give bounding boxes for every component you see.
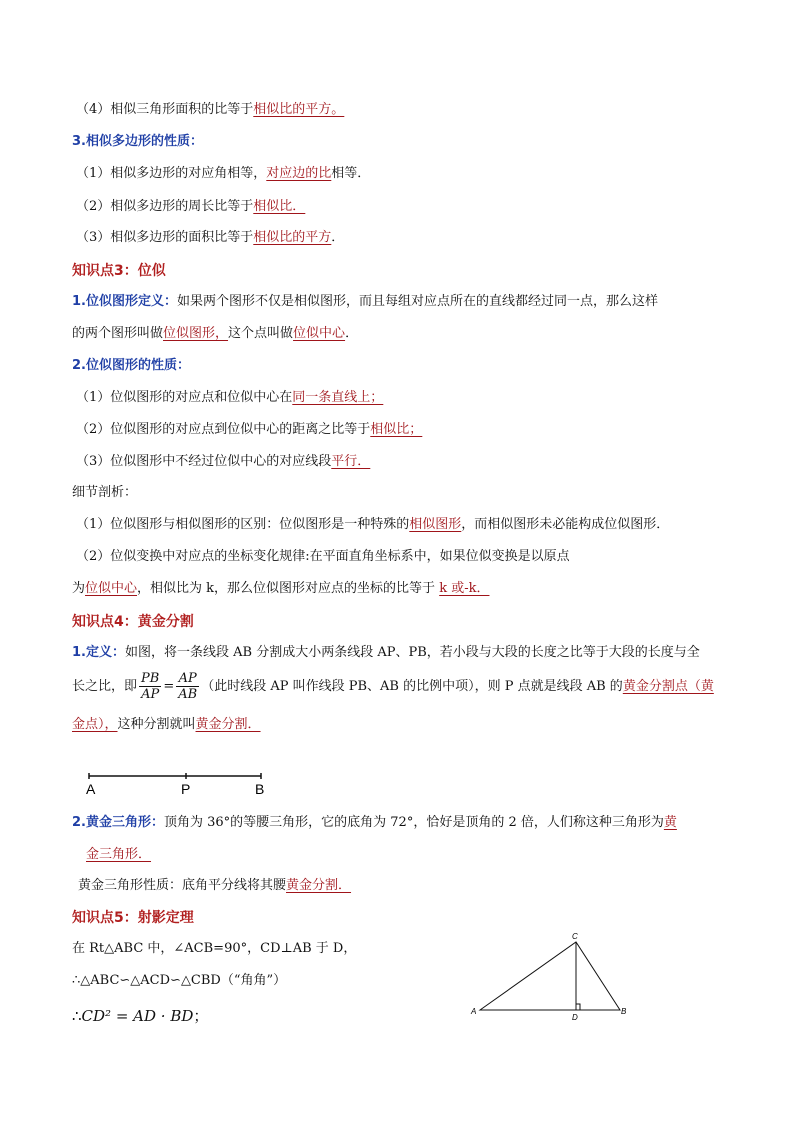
answer: 金三角形． (86, 847, 152, 862)
definition-label: 1.定义： (72, 645, 125, 660)
text: 这种分割就叫 (117, 717, 196, 732)
polygon-property-3 (76, 229, 344, 247)
text: 这个点叫做 (228, 326, 294, 341)
label-b: B (621, 1007, 627, 1016)
text: 的两个图形叫做 (72, 326, 164, 341)
homothety-definition-cont (72, 325, 358, 343)
text: 如果两个图形不仅是相似图形，而且每组对应点所在的直线都经过同一点，那么这样 (176, 294, 658, 309)
text: （2）相似多边形的周长比等于 (76, 199, 254, 214)
answer: 黄金分割点（黄 (622, 679, 714, 694)
text: 为 (72, 581, 86, 596)
answer: 位似图形， (163, 326, 229, 341)
answer: 黄金分割． (195, 717, 261, 732)
homothety-property-3 (76, 453, 370, 471)
golden-segment-diagram (82, 766, 272, 798)
right-triangle-diagram (466, 930, 636, 1024)
homothety-property-2 (76, 421, 422, 439)
fraction-ap-ab (176, 671, 199, 702)
text: （2）位似图形的对应点到位似中心的距离之比等于 (76, 422, 371, 437)
text: （2）位似变换中对应点的坐标变化规律:在平面直角坐标系中，如果位似变换是以原点 (76, 549, 570, 564)
homothety-definition (72, 293, 658, 311)
formula: CD² = AD · BD (81, 1007, 194, 1025)
projection-similarity: ∴△ABC∽△ACD∽△CBD（“角角”） (72, 973, 287, 988)
numerator: PB (141, 671, 160, 686)
text: （1）位似图形与相似图形的区别：位似图形是一种特殊的 (76, 517, 410, 532)
definition-label: 1.位似图形定义： (72, 294, 177, 309)
detail-point-2 (76, 548, 570, 566)
text: （3）相似多边形的面积比等于 (76, 230, 254, 245)
detail-analysis-heading: 细节剖析： (72, 485, 138, 500)
numerator: AP (176, 671, 199, 687)
text: 顶角为 36°的等腰三角形，它的底角为 72°，恰好是顶角的 2 倍，人们称这种三角形为 (163, 815, 664, 830)
text: （1）相似多边形的对应角相等， (76, 166, 267, 181)
polygon-property-2 (76, 198, 305, 216)
answer: 对应边的比 (266, 166, 332, 181)
text: （4）相似三角形面积的比等于 (76, 102, 254, 117)
label-d: D (572, 1013, 578, 1022)
answer: 相似比； (370, 422, 423, 437)
golden-triangle-property (78, 877, 351, 895)
denominator: AP (141, 687, 160, 702)
label-b: B (255, 781, 265, 797)
answer: 位似中心 (293, 326, 346, 341)
fraction-pb-ap (139, 671, 161, 702)
area-ratio-line (76, 101, 344, 119)
text: （1）位似图形的对应点和位似中心在 (76, 390, 293, 405)
golden-triangle-definition-cont (86, 846, 151, 864)
right-angle-mark (576, 1004, 580, 1010)
text: ． (331, 230, 345, 245)
projection-given: 在 Rt△ABC 中，∠ACB=90°，CD⊥AB 于 D， (72, 941, 357, 956)
answer: 黄金分割． (286, 878, 352, 893)
equals-sign: = (163, 679, 175, 694)
text: ； (193, 1007, 209, 1025)
therefore-symbol: ∴ (72, 1007, 82, 1025)
answer: 位似中心 (85, 581, 138, 596)
section-title-projection-theorem: 知识点5：射影定理 (72, 910, 194, 926)
projection-formula (72, 1007, 208, 1025)
heading-homothety-properties (72, 357, 190, 375)
answer: 平行． (331, 454, 371, 469)
text: 如图，将一条线段 AB 分割成大小两条线段 AP、PB，若小段与大段的长度之比等于大段的长度与全 (124, 645, 700, 660)
triangle-abc (480, 942, 620, 1010)
golden-triangle-definition (72, 814, 677, 832)
detail-point-1 (76, 516, 669, 534)
answer: k 或-k． (439, 581, 490, 596)
polygon-property-1 (76, 165, 370, 183)
answer: 相似图形 (409, 517, 462, 532)
golden-definition (72, 644, 700, 662)
answer: 黄 (663, 815, 677, 830)
heading-text: 2.位似图形的性质： (72, 358, 190, 373)
detail-point-2-cont (72, 580, 489, 598)
text: （3）位似图形中不经过位似中心的对应线段 (76, 454, 332, 469)
golden-definition-cont (72, 716, 261, 734)
answer: 同一条直线上； (292, 390, 384, 405)
text: 长之比，即 (72, 679, 138, 694)
denominator: AB (178, 687, 198, 702)
answer: 相似比． (253, 199, 306, 214)
text: ，而相似图形未必能构成位似图形． (461, 517, 670, 532)
label-a: A (471, 1007, 477, 1016)
text: 黄金三角形性质：底角平分线将其腰 (78, 878, 287, 893)
answer: 金点）， (72, 717, 118, 732)
heading-polygon-properties (72, 133, 203, 151)
label-p: P (181, 781, 191, 797)
text: ，相似比为 k，那么位似图形对应点的坐标的比等于 (137, 581, 440, 596)
section-title-golden-section: 知识点4：黄金分割 (72, 614, 194, 630)
label-a: A (86, 781, 96, 797)
text: 相等． (331, 166, 371, 181)
section-title-homothety: 知识点3：位似 (72, 263, 166, 279)
homothety-property-1 (76, 389, 383, 407)
heading-text: 3.相似多边形的性质： (72, 134, 203, 149)
definition-label: 2.黄金三角形： (72, 815, 164, 830)
answer: 相似比的平方。 (253, 102, 345, 117)
answer: 相似比的平方 (253, 230, 332, 245)
text: ． (345, 326, 359, 341)
text: （此时线段 AP 叫作线段 PB、AB 的比例中项），则 P 点就是线段 AB 的 (201, 679, 623, 694)
label-c: C (572, 932, 578, 941)
golden-ratio-formula-line (72, 669, 714, 705)
